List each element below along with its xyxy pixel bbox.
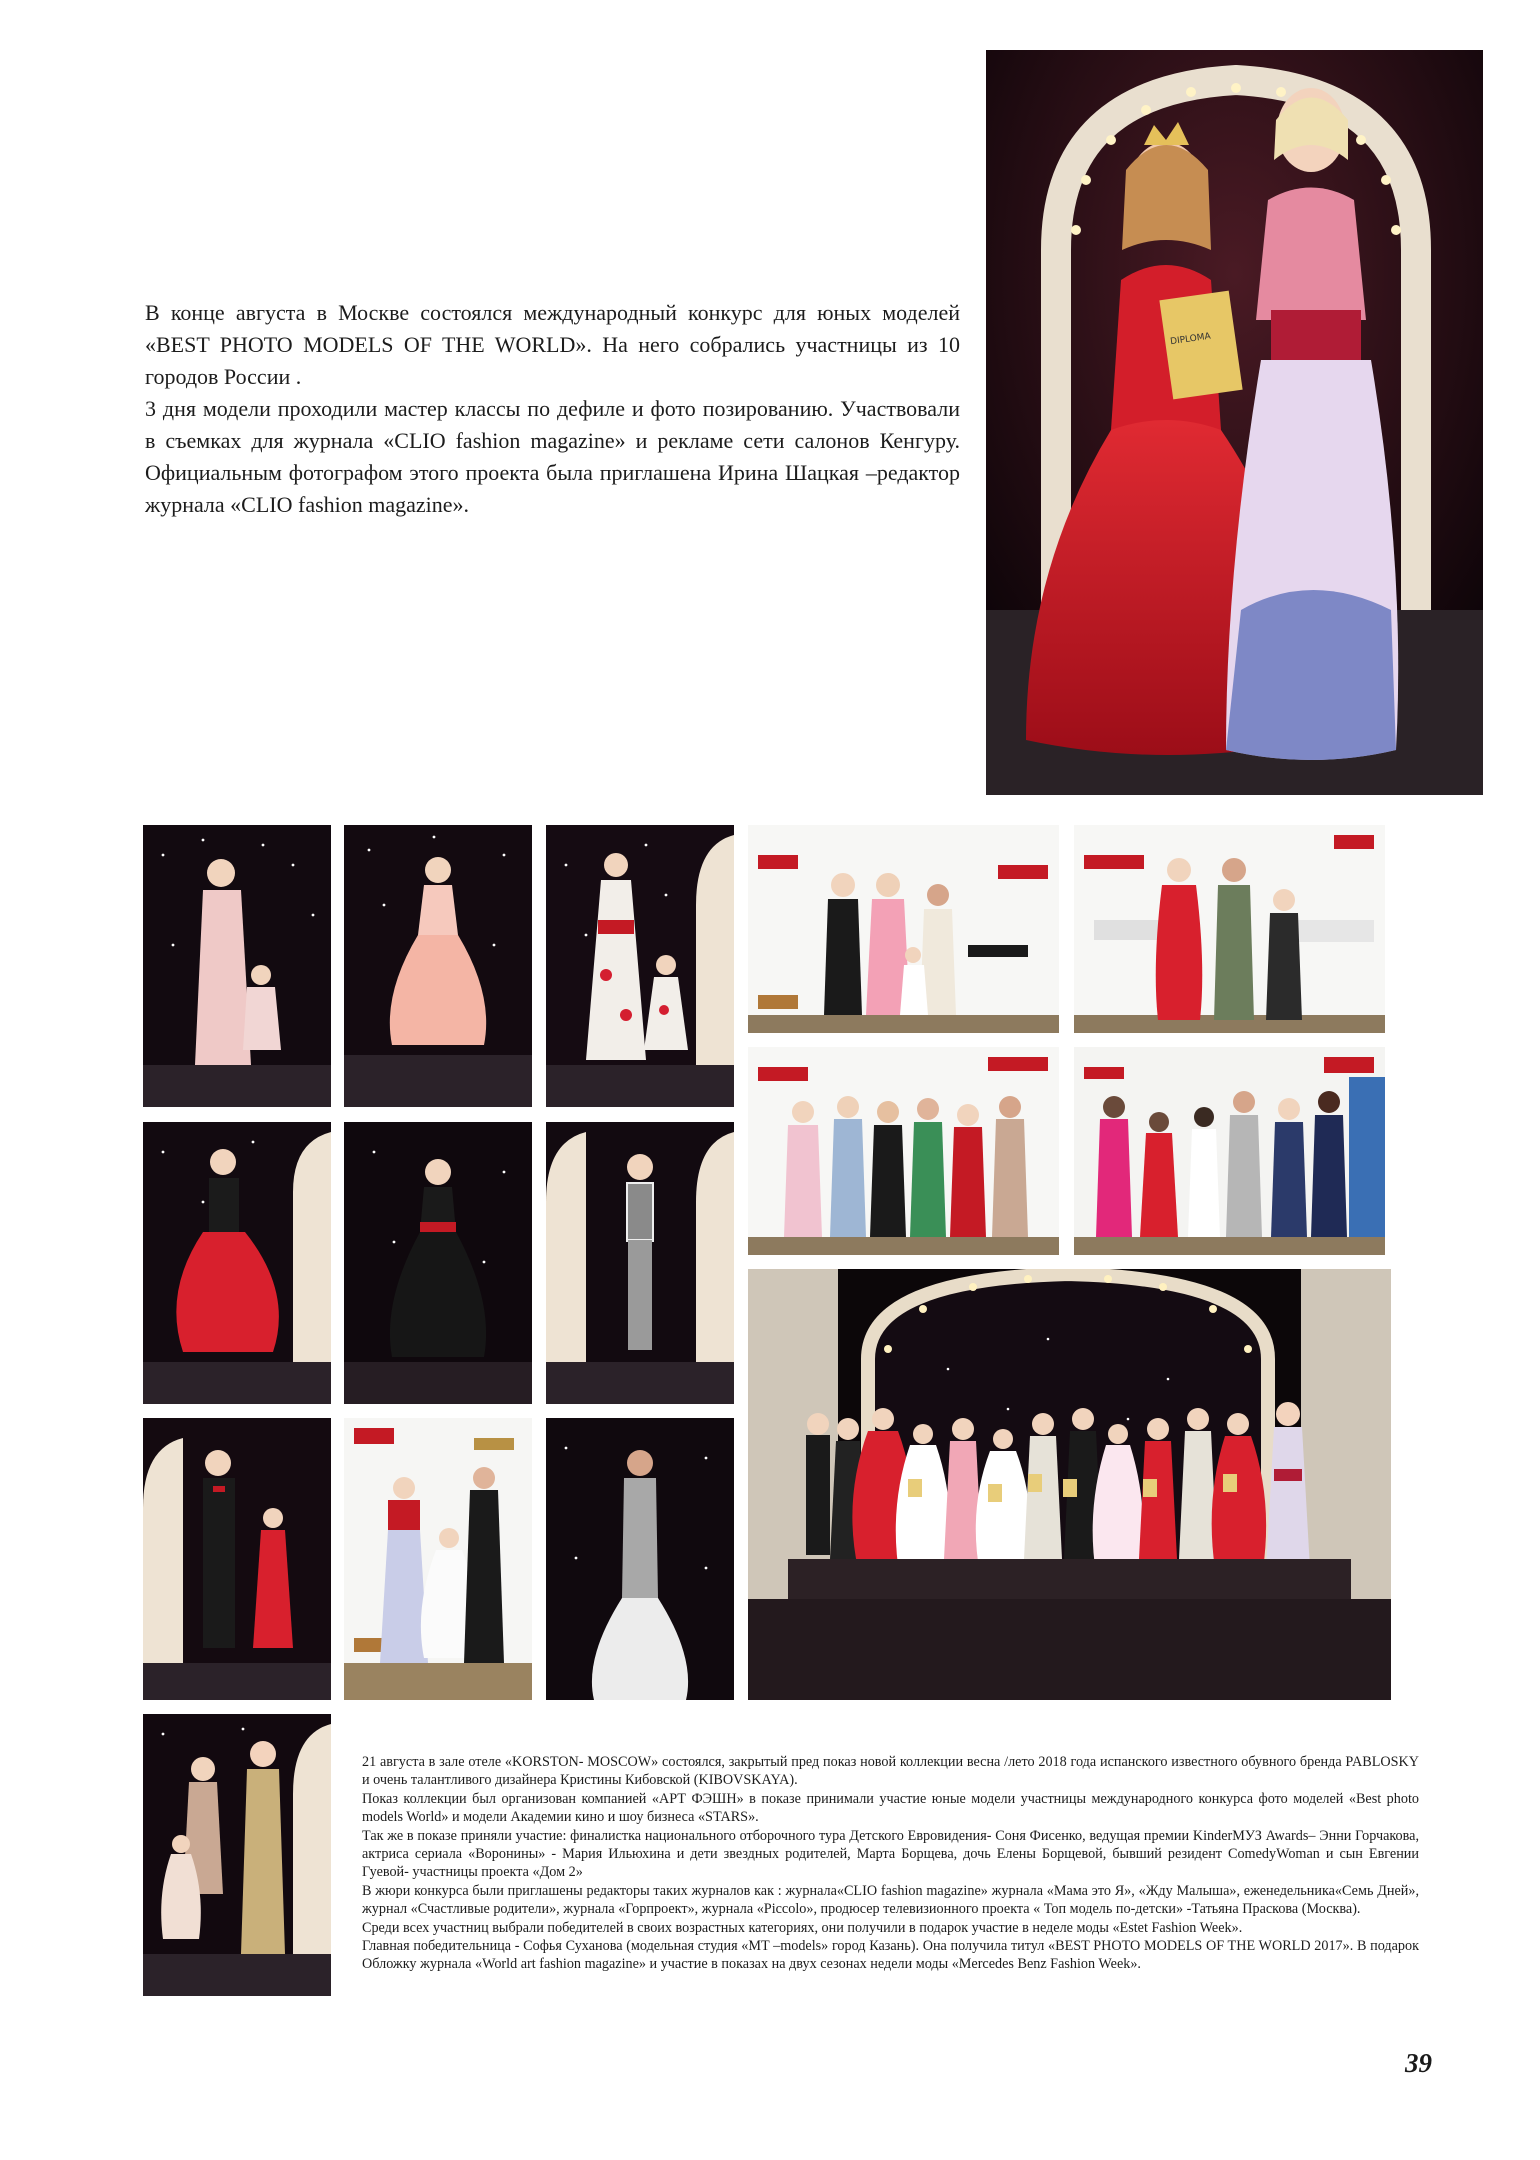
runway-photo <box>546 1122 734 1404</box>
intro-paragraph: 3 дня модели проходили мастер классы по дефиле и фото позированию. Участвовали в съемках для журнала «CLIO fashion magazine» и рекламе сети салонов Кенгуру. Официальным фотографом этого проекта была приглашена Ирина Шацкая –редактор журнала «CLIO fashion magazine». <box>145 396 960 517</box>
article-paragraph: Среди всех участниц выбрали победителей в своих возрастных категориях, они получили в подарок участие в неделе моды «Estet Fashion Week». <box>362 1919 1243 1936</box>
pressboard-photo <box>344 1418 532 1700</box>
hero-photo <box>986 50 1483 795</box>
runway-photo <box>546 825 734 1107</box>
article-paragraph: Главная победительница - Софья Суханова (модельная студия «MT –models» город Казань). Она получила титул «BEST PHOTO MODELS OF THE WORLD 2017». В подарок Обложку журнала «World art fashion magazine» и участие в показах на двух сезонах недели моды «Mercedes Benz Fashion Week». <box>362 1938 1419 1973</box>
intro-text <box>145 297 960 521</box>
article-text <box>362 1753 1419 1974</box>
runway-photo <box>344 825 532 1107</box>
page-number: 39 <box>1405 2048 1432 2078</box>
runway-photo <box>143 1418 331 1700</box>
press-wall-photo <box>748 825 1059 1033</box>
article-paragraph: Так же в показе приняли участие: финалистка национального отборочного тура Детского Евровидения- Соня Фисенко, ведущая премии KinderМУЗ Awards– Энни Горчакова, актриса сериала «Воронины» - Мария Ильюхина и дети звездных родителей, Марта Борщева, дочь Елены Борщевой, бывший резидент ComedyWoman и сын Евгении Гуевой- участницы проекта «Дом 2» <box>362 1827 1419 1881</box>
intro-paragraph: В конце августа в Москве состоялся международный конкурс для юных моделей «BEST PHOTO MODELS OF THE WORLD». На него собрались участницы из 10 городов России . <box>145 300 960 389</box>
runway-photo <box>143 1122 331 1404</box>
article-paragraph: Показ коллекции был организован компанией «АРТ ФЭШН» в показе принимали участие юные модели участницы международного конкурса фото моделей «Best photo models World» и модели Академии кино и шоу бизнеса «STARS». <box>362 1790 1419 1826</box>
press-wall-photo <box>1074 1047 1385 1255</box>
runway-photo <box>143 825 331 1107</box>
runway-photo <box>344 1122 532 1404</box>
press-wall-photo <box>1074 825 1385 1033</box>
press-wall-photo <box>748 1047 1059 1255</box>
runway-photo <box>143 1714 331 1996</box>
article-paragraph: В жюри конкурса были приглашены редакторы таких журналов как : журнала«CLIO fashion magazine» журнала «Мама это Я», «Жду Малыша», еженедельника«Семь Дней», журнал «Счастливые родители», журнала «Горпроект», журнала «Piccolo», продюсер телевизионного проекта « Топ модель по-детски» -Татьяна Праскова (Москва). <box>362 1882 1419 1918</box>
hero-photo-illustration <box>986 50 1483 795</box>
hero-diploma-label: DIPLOMA <box>1169 331 1212 348</box>
runway-photo <box>546 1418 734 1700</box>
article-paragraph: 21 августа в зале отеле «KORSTON- MOSCOW» состоялся, закрытый пред показ новой коллекции весна /лето 2018 года испанского известного обувного бренда PABLOSKY и очень талантливого дизайнера Кристины Кибовской (KIBOVSKAYA). <box>362 1754 1419 1789</box>
group-stage-photo <box>748 1269 1391 1700</box>
